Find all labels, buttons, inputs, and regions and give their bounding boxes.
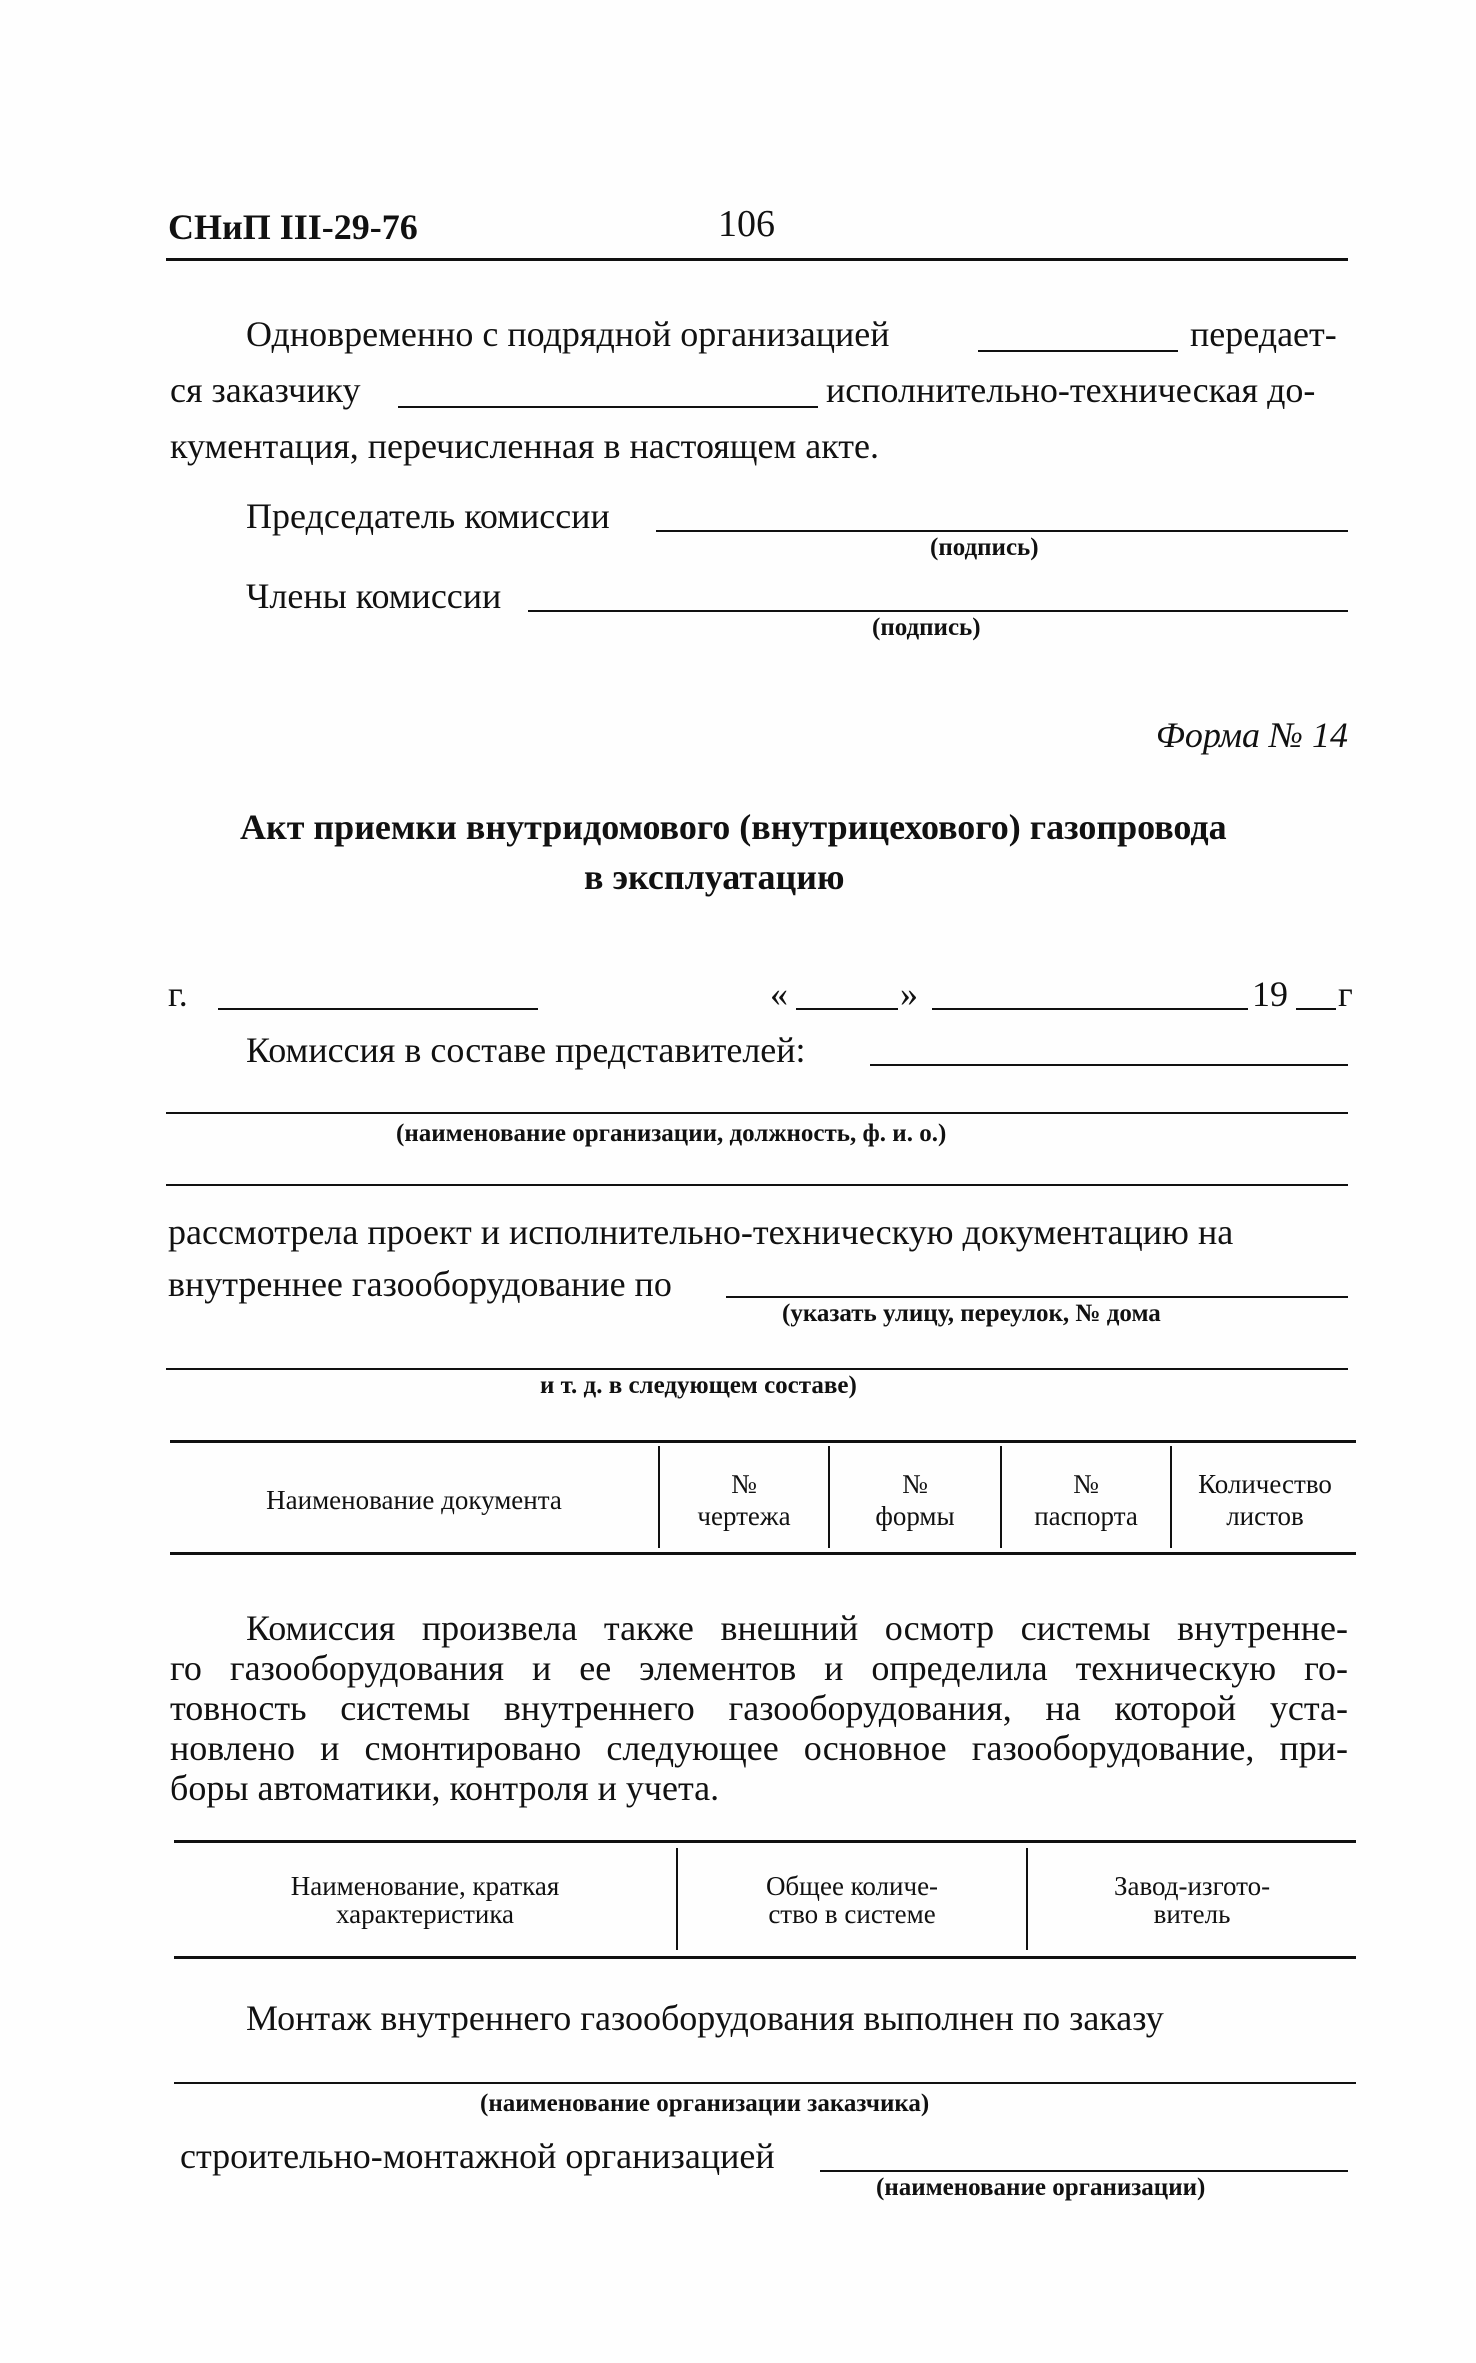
doc-table-header-name: Наименование документа bbox=[266, 1485, 562, 1515]
review-caption1: (указать улицу, переулок, № дома bbox=[782, 1300, 1161, 1327]
act-title-line1: Акт приемки внутридомового (внутрицехового) газопровода bbox=[240, 807, 1227, 847]
day-blank bbox=[796, 1008, 898, 1010]
header-rule bbox=[166, 258, 1348, 261]
year-prefix: 19 bbox=[1252, 974, 1288, 1014]
inspection-line: товность системы внутреннего газооборудования, на которой уста- bbox=[170, 1688, 1348, 1728]
review-line2: внутреннее газооборудование по bbox=[168, 1264, 672, 1304]
installation-caption2: (наименование организации) bbox=[876, 2174, 1206, 2201]
contractor-org-blank bbox=[820, 2170, 1348, 2172]
chairman-caption: (подпись) bbox=[930, 534, 1039, 561]
doc-table-bottom-rule bbox=[170, 1552, 1356, 1555]
installation-caption1: (наименование организации заказчика) bbox=[480, 2090, 930, 2117]
intro-line2-a: ся заказчику bbox=[170, 370, 361, 410]
city-blank bbox=[218, 1008, 538, 1010]
intro-line3: кументация, перечисленная в настоящем акте. bbox=[170, 426, 879, 466]
contractor-blank bbox=[978, 350, 1178, 352]
commission-blank-2 bbox=[166, 1112, 1348, 1114]
commission-caption: (наименование организации, должность, ф. и. о.) bbox=[396, 1120, 947, 1147]
quote-open: « bbox=[770, 974, 788, 1014]
year-blank bbox=[1296, 1008, 1336, 1010]
equip-table-header-quantity: Общее количе- ство в системе bbox=[765, 1871, 939, 1929]
month-blank bbox=[932, 1008, 1248, 1010]
chairman-signature-line bbox=[656, 530, 1348, 532]
intro-line1-a: Одновременно с подрядной организацией bbox=[246, 314, 890, 354]
members-label: Члены комиссии bbox=[246, 576, 502, 616]
chairman-label: Председатель комиссии bbox=[246, 496, 610, 536]
doc-table-header-sheets: Количество листов bbox=[1198, 1469, 1332, 1531]
installation-line2: строительно-монтажной организацией bbox=[180, 2136, 775, 2176]
commission-label: Комиссия в составе представителей: bbox=[246, 1030, 806, 1070]
equip-table-header-name: Наименование, краткая характеристика bbox=[290, 1871, 560, 1929]
customer-org-blank bbox=[174, 2082, 1356, 2084]
review-caption2: и т. д. в следующем составе) bbox=[540, 1372, 857, 1399]
review-line1: рассмотрела проект и исполнительно-техническую документацию на bbox=[168, 1212, 1234, 1252]
document-code: СНиП III-29-76 bbox=[168, 207, 418, 247]
doc-table-header-drawing: № чертежа bbox=[697, 1469, 791, 1531]
doc-table-header-form: № формы bbox=[875, 1469, 955, 1531]
equip-table-bottom-rule bbox=[174, 1956, 1356, 1959]
city-prefix: г. bbox=[168, 974, 188, 1014]
installation-line1: Монтаж внутреннего газооборудования выполнен по заказу bbox=[246, 1998, 1164, 2038]
address-blank-2 bbox=[166, 1368, 1348, 1370]
commission-blank bbox=[870, 1064, 1348, 1066]
inspection-line: боры автоматики, контроля и учета. bbox=[170, 1768, 720, 1808]
commission-blank-3 bbox=[166, 1184, 1348, 1186]
intro-line2-b: исполнительно-техническая до- bbox=[826, 370, 1316, 410]
quote-close: » bbox=[900, 974, 918, 1014]
members-caption: (подпись) bbox=[872, 614, 981, 641]
equip-table-top-rule bbox=[174, 1840, 1356, 1843]
doc-table-header-passport: № паспорта bbox=[1034, 1469, 1138, 1531]
inspection-line: новлено и смонтировано следующее основное газооборудование, при- bbox=[170, 1728, 1348, 1768]
members-signature-line bbox=[528, 610, 1348, 612]
year-suffix: г bbox=[1338, 974, 1353, 1014]
inspection-line: го газооборудования и ее элементов и определила техническую го- bbox=[170, 1648, 1348, 1688]
inspection-line: Комиссия произвела также внешний осмотр системы внутренне- bbox=[246, 1608, 1348, 1648]
intro-line1-b: передает- bbox=[1190, 314, 1337, 354]
page-number: 106 bbox=[718, 203, 775, 245]
doc-table-top-rule bbox=[170, 1440, 1356, 1443]
equip-table-header-manufacturer: Завод-изгото- витель bbox=[1113, 1871, 1271, 1929]
address-blank bbox=[726, 1296, 1348, 1298]
act-title-line2: в эксплуатацию bbox=[584, 857, 845, 897]
customer-blank bbox=[398, 406, 818, 408]
form-number: Форма № 14 bbox=[1155, 715, 1348, 755]
